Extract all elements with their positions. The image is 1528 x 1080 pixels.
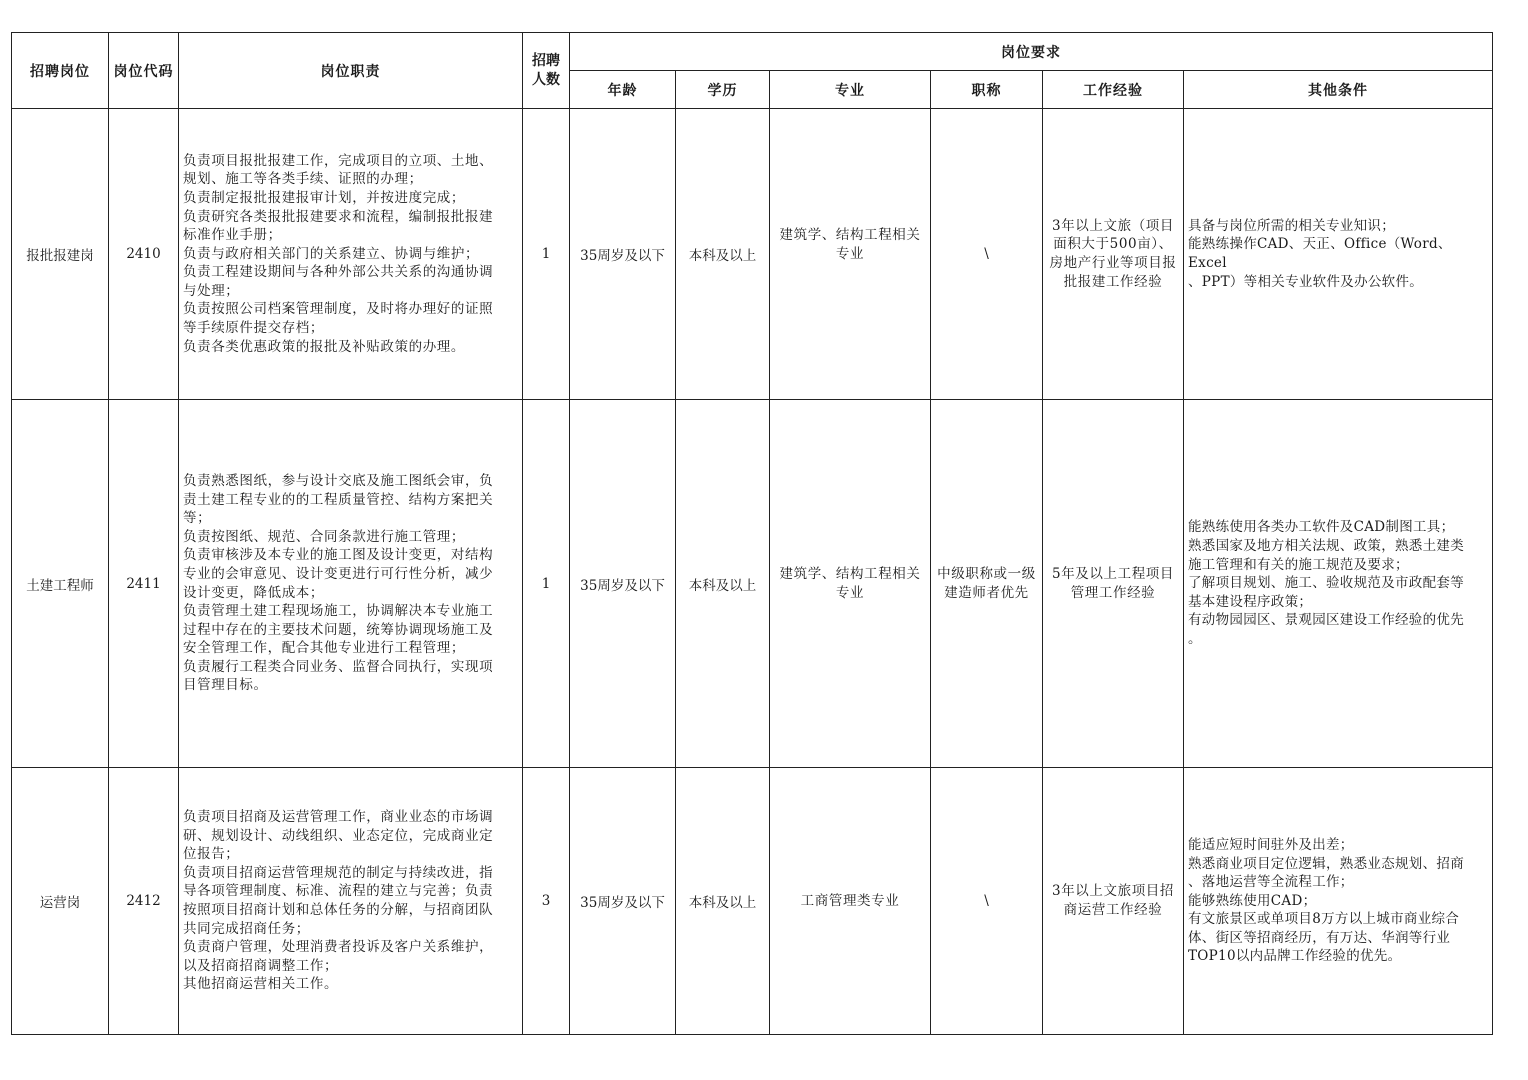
cell-count: 1 [523, 109, 570, 400]
cell-age: 35周岁及以下 [570, 768, 676, 1035]
header-count: 招聘 人数 [523, 33, 570, 109]
header-title: 职称 [931, 71, 1043, 109]
cell-count: 1 [523, 400, 570, 768]
cell-other: 能适应短时间驻外及出差； 熟悉商业项目定位逻辑，熟悉业态规划、招商 、落地运营等全流程工作； 能够熟练使用CAD； 有文旅景区或单项目8万方以上城市商业综合 体、街区等招商经历，有万达、华润等行业 TOP10以内品牌工作经验的优先。 [1184, 768, 1493, 1035]
header-experience: 工作经验 [1043, 71, 1184, 109]
cell-duties: 负责项目报批报建工作，完成项目的立项、土地、 规划、施工等各类手续、证照的办理； 负责制定报批报建报审计划，并按进度完成； 负责研究各类报批报建要求和流程，编制报批报建 标准作业手册； 负责与政府相关部门的关系建立、协调与维护； 负责工程建设期间与各种外部公共关系的沟通协调 与处理； 负责按照公司档案管理制度，及时将办理好的证照 等手续原件提交存档； 负责各类优惠政策的报批及补贴政策的办理。 [179, 109, 523, 400]
cell-duties: 负责项目招商及运营管理工作，商业业态的市场调 研、规划设计、动线组织、业态定位，完成商业定 位报告； 负责项目招商运营管理规范的制定与持续改进，指 导各项管理制度、标准、流程的建立与完善；负责 按照项目招商计划和总体任务的分解，与招商团队 共同完成招商任务； 负责商户管理，处理消费者投诉及客户关系维护， 以及招商招商调整工作； 其他招商运营相关工作。 [179, 768, 523, 1035]
cell-experience: 5年及以上工程项目管理工作经验 [1043, 400, 1184, 768]
cell-code: 2410 [109, 109, 179, 400]
cell-other: 能熟练使用各类办工软件及CAD制图工具； 熟悉国家及地方相关法规、政策，熟悉土建类 施工管理和有关的施工规范及要求； 了解项目规划、施工、验收规范及市政配套等 基本建设程序政策； 有动物园园区、景观园区建设工作经验的优先 。 [1184, 400, 1493, 768]
table-row [12, 768, 1493, 1035]
cell-position: 报批报建岗 [12, 109, 109, 400]
cell-duties: 负责熟悉图纸，参与设计交底及施工图纸会审，负 责土建工程专业的的工程质量管控、结构方案把关 等； 负责按图纸、规范、合同条款进行施工管理； 负责审核涉及本专业的施工图及设计变更，对结构 专业的会审意见、设计变更进行可行性分析，减少 设计变更，降低成本； 负责管理土建工程现场施工，协调解决本专业施工 过程中存在的主要技术问题，统筹协调现场施工及 安全管理工作，配合其他专业进行工程管理； 负责履行工程类合同业务、监督合同执行，实现项 目管理目标。 [179, 400, 523, 768]
header-row-top [12, 33, 1493, 71]
header-age: 年龄 [570, 71, 676, 109]
cell-experience: 3年以上文旅（项目面积大于500亩）、房地产行业等项目报批报建工作经验 [1043, 109, 1184, 400]
header-duties: 岗位职责 [179, 33, 523, 109]
cell-major: 工商管理类专业 [770, 768, 931, 1035]
cell-experience: 3年以上文旅项目招商运营工作经验 [1043, 768, 1184, 1035]
header-education: 学历 [676, 71, 770, 109]
recruitment-table [11, 32, 1493, 1035]
table-row [12, 109, 1493, 400]
header-code: 岗位代码 [109, 33, 179, 109]
header-requirements: 岗位要求 [570, 33, 1493, 71]
cell-code: 2412 [109, 768, 179, 1035]
cell-age: 35周岁及以下 [570, 400, 676, 768]
cell-title: \ [931, 109, 1043, 400]
header-major: 专业 [770, 71, 931, 109]
cell-count: 3 [523, 768, 570, 1035]
cell-education: 本科及以上 [676, 109, 770, 400]
cell-major: 建筑学、结构工程相关专业 [770, 109, 931, 400]
cell-code: 2411 [109, 400, 179, 768]
cell-position: 运营岗 [12, 768, 109, 1035]
cell-education: 本科及以上 [676, 400, 770, 768]
cell-title: 中级职称或一级建造师者优先 [931, 400, 1043, 768]
header-position: 招聘岗位 [12, 33, 109, 109]
cell-position: 土建工程师 [12, 400, 109, 768]
cell-major: 建筑学、结构工程相关专业 [770, 400, 931, 768]
cell-title: \ [931, 768, 1043, 1035]
cell-education: 本科及以上 [676, 768, 770, 1035]
cell-other: 具备与岗位所需的相关专业知识； 能熟练操作CAD、天正、Office（Word、Excel 、PPT）等相关专业软件及办公软件。 [1184, 109, 1493, 400]
table-row [12, 400, 1493, 768]
cell-age: 35周岁及以下 [570, 109, 676, 400]
header-other: 其他条件 [1184, 71, 1493, 109]
